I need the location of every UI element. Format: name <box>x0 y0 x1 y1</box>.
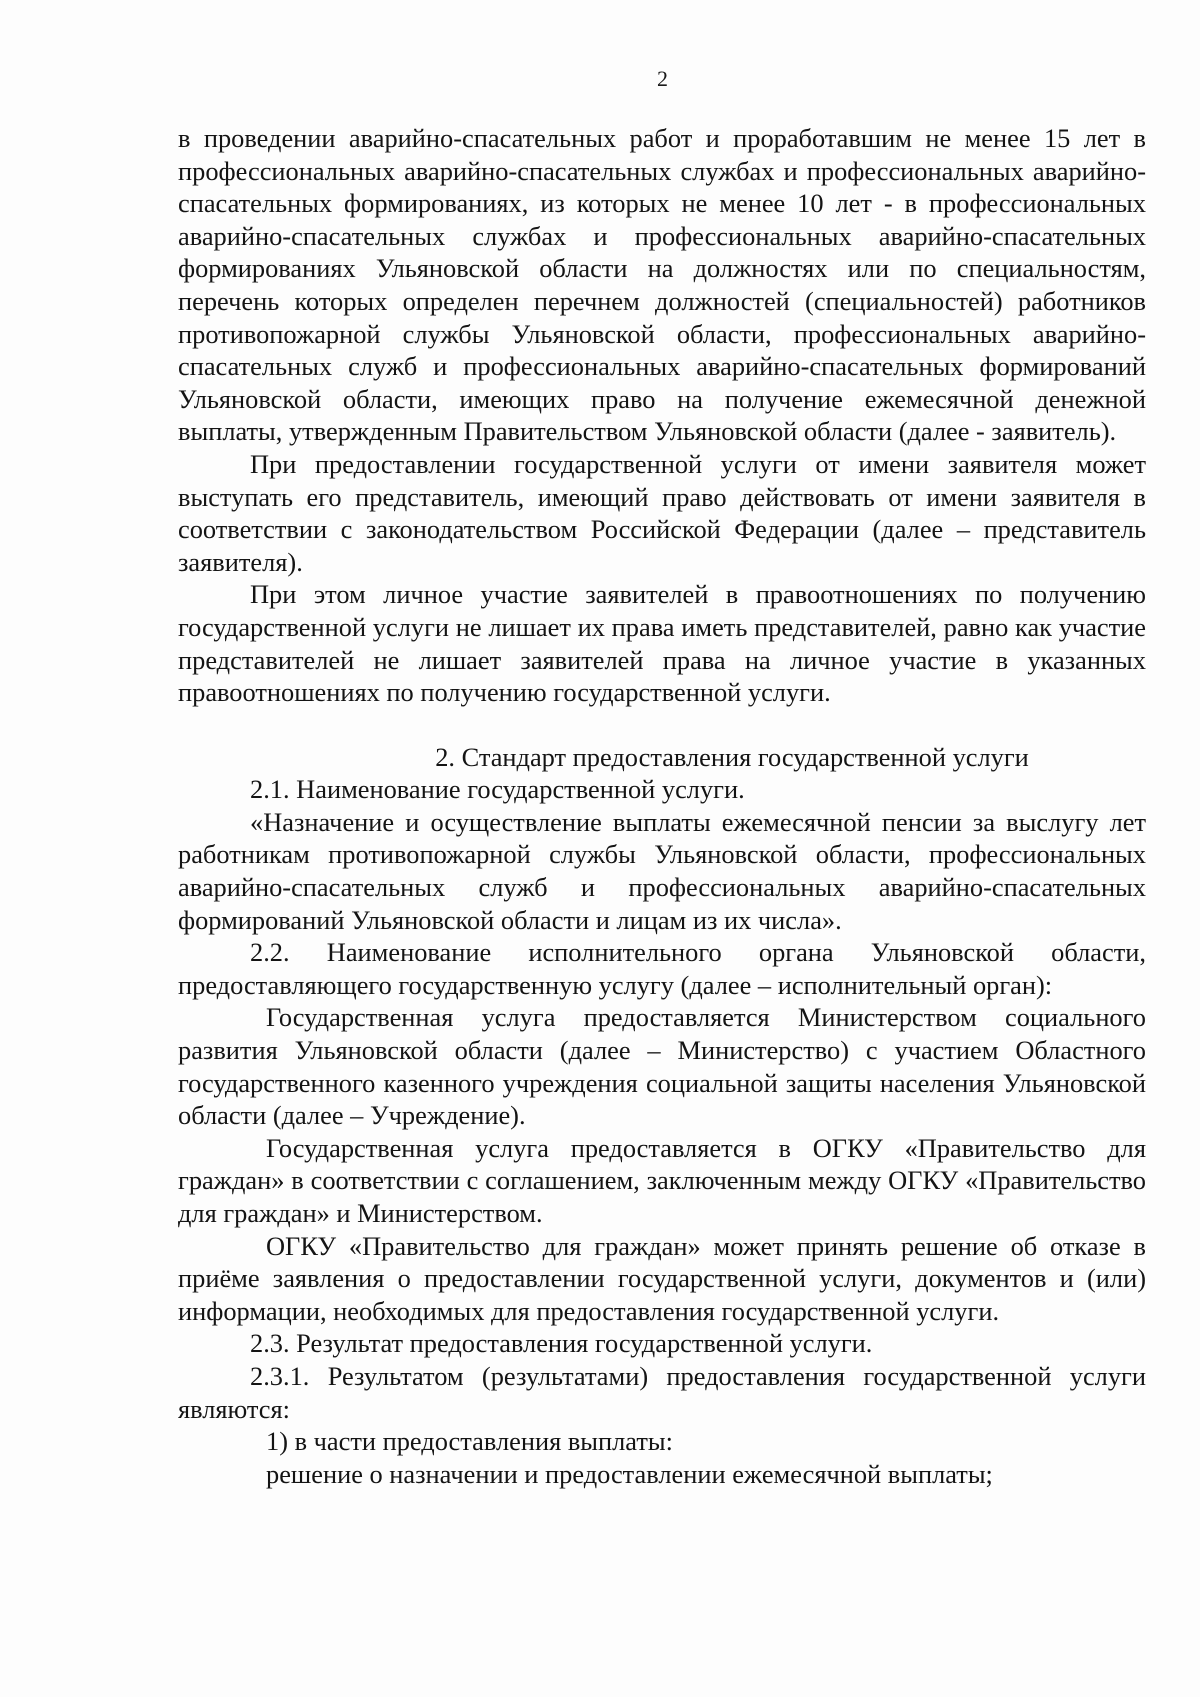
paragraph-eligibility: в проведении аварийно-спасательных работ и проработавшим не менее 15 лет в профессиональных аварийно-спасательных службах и профессиональных аварийно-спасательных формированиях, из которых не менее 10 лет - в профессиональных аварийно-спасательных службах и профессиональных аварийно-спасательных формированиях Ульяновской области на должностях или по специальностям, перечень которых определен перечнем должностей (специальностей) работников противопожарной службы Ульяновской области, профессиональных аварийно-спасательных служб и профессиональных аварийно-спасательных формирований Ульяновской области, имеющих право на получение ежемесячной денежной выплаты, утвержденным Правительством Ульяновской области (далее - заявитель). <box>178 123 1146 447</box>
service-name-quote: «Назначение и осуществление выплаты ежемесячной пенсии за выслугу лет работникам противопожарной службы Ульяновской области, профессиональных аварийно-спасательных служб и профессиональных аварийно-спасательных формирований Ульяновской области и лицам из их числа». <box>178 806 1146 935</box>
clause-2-1: 2.1. Наименование государственной услуги. <box>250 774 745 805</box>
clause-2-3-1: 2.3.1. Результатом (результатами) предоставления государственной услуги являются: <box>178 1360 1146 1424</box>
paragraph-personal-participation: При этом личное участие заявителей в правоотношениях по получению государственной услуги не лишает их права иметь представителей, равно как участие представителей не лишает заявителей права на личное участие в указанных правоотношениях по получению государственной услуги. <box>178 579 1146 708</box>
document-body <box>178 122 1146 1490</box>
page-number: 2 <box>657 66 668 91</box>
paragraph-representative: При предоставлении государственной услуги от имени заявителя может выступать его представитель, имеющий право действовать от имени заявителя в соответствии с законодательством Российской Федерации (далее – представитель заявителя). <box>178 448 1146 577</box>
list-item-1: 1) в части предоставления выплаты: <box>266 1426 673 1457</box>
clause-2-3: 2.3. Результат предоставления государственной услуги. <box>250 1328 873 1359</box>
paragraph-ministry: Государственная услуга предоставляется Министерством социального развития Ульяновской области (далее – Министерство) с участием Областного государственного казенного учреждения социальной защиты населения Ульяновской области (далее – Учреждение). <box>178 1002 1146 1131</box>
list-item-decision: решение о назначении и предоставлении ежемесячной выплаты; <box>266 1458 993 1489</box>
paragraph-ogku-agreement: Государственная услуга предоставляется в ОГКУ «Правительство для граждан» в соответствии с соглашением, заключенным между ОГКУ «Правительство для граждан» и Министерством. <box>178 1132 1146 1228</box>
clause-2-2: 2.2. Наименование исполнительного органа Ульяновской области, предоставляющего государственную услугу (далее – исполнительный орган): <box>178 937 1146 1000</box>
paragraph-ogku-refusal: ОГКУ «Правительство для граждан» может принять решение об отказе в приёме заявления о предоставлении государственной услуги, документов и (или) информации, необходимых для предоставления государственной услуги. <box>178 1230 1146 1326</box>
section-heading: 2. Стандарт предоставления государственной услуги <box>435 741 1029 772</box>
